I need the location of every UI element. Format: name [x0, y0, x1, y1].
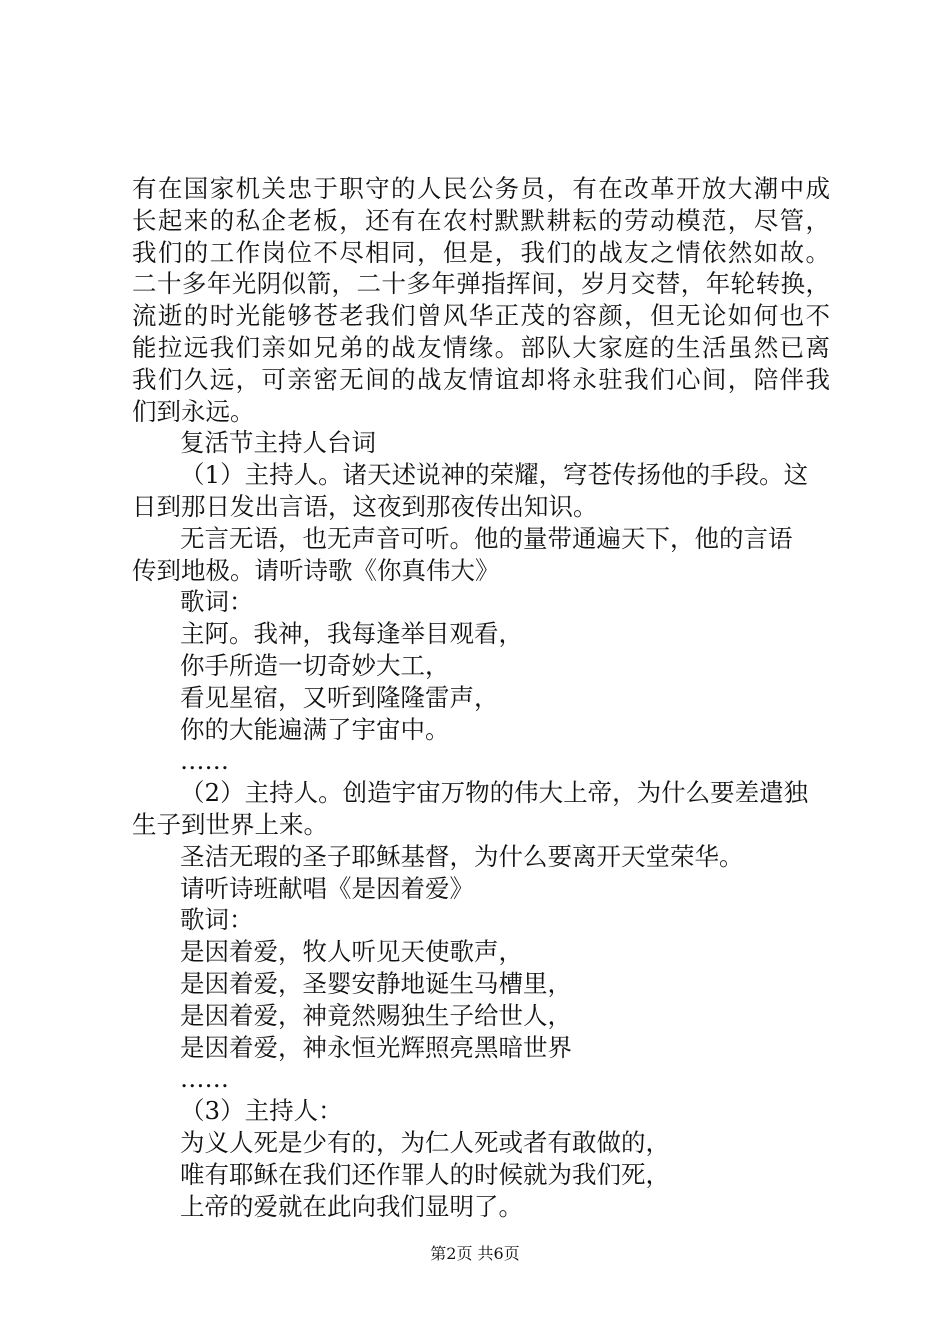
- text-line: 我们久远，可亲密无间的战友情谊却将永驻我们心间，陪伴我: [132, 364, 830, 394]
- lyrics-line: 是因着爱，圣婴安静地诞生马槽里，: [180, 968, 572, 998]
- lyrics-line: 是因着爱，牧人听见天使歌声，: [180, 937, 523, 967]
- text-line: 们到永远。: [132, 396, 255, 426]
- text-line: 我们的工作岗位不尽相同，但是，我们的战友之情依然如故。: [132, 237, 830, 267]
- ellipsis: ……: [180, 746, 229, 776]
- host-3-line: 为义人死是少有的，为仁人死或者有敢做的，: [180, 1127, 670, 1157]
- lyrics-label: 歌词：: [180, 905, 254, 935]
- text-line: 二十多年光阴似箭，二十多年弹指挥间，岁月交替，年轮转换，: [132, 269, 830, 299]
- page-number-footer: 第2页 共6页: [430, 1244, 520, 1263]
- section-title: 复活节主持人台词: [180, 428, 376, 458]
- document-body: [132, 173, 832, 1222]
- host-2b-line: 圣洁无瑕的圣子耶稣基督，为什么要离开天堂荣华。: [180, 841, 744, 871]
- text-line: 有在国家机关忠于职守的人民公务员，有在改革开放大潮中成: [132, 174, 830, 203]
- host-3-heading: （3）主持人：: [180, 1096, 343, 1126]
- host-2-line: （2）主持人。创造宇宙万物的伟大上帝，为什么要差遣独: [180, 778, 809, 808]
- host-1-line: （1）主持人。诸天述说神的荣耀，穹苍传扬他的手段。这: [180, 460, 809, 490]
- lyrics-line: 是因着爱，神永恒光辉照亮黑暗世界: [180, 1032, 572, 1062]
- text-line: 长起来的私企老板，还有在农村默默耕耘的劳动模范，尽管，: [132, 205, 830, 235]
- lyrics-label: 歌词：: [180, 587, 254, 617]
- text-line: 能拉远我们亲如兄弟的战友情缘。部队大家庭的生活虽然已离: [132, 332, 830, 362]
- host-3-line: 上帝的爱就在此向我们显明了。: [180, 1191, 523, 1221]
- text-line: 流逝的时光能够苍老我们曾风华正茂的容颜，但无论如何也不: [132, 301, 830, 331]
- host-1-line: 日到那日发出言语，这夜到那夜传出知识。: [132, 491, 598, 521]
- host-1b-line: 传到地极。请听诗歌《你真伟大》: [132, 555, 500, 585]
- host-3-line: 唯有耶稣在我们还作罪人的时候就为我们死，: [180, 1159, 670, 1189]
- lyrics-line: 主阿。我神，我每逢举目观看，: [180, 619, 523, 649]
- lyrics-line: 看见星宿，又听到隆隆雷声，: [180, 682, 499, 712]
- host-1b-line: 无言无语，也无声音可听。他的量带通遍天下，他的言语: [180, 523, 793, 553]
- ellipsis: ……: [180, 1064, 229, 1094]
- host-2c-line: 请听诗班献唱《是因着爱》: [180, 873, 474, 903]
- lyrics-line: 是因着爱，神竟然赐独生子给世人，: [180, 1000, 572, 1030]
- lyrics-line: 你手所造一切奇妙大工，: [180, 650, 450, 680]
- lyrics-line: 你的大能遍满了宇宙中。: [180, 714, 450, 744]
- host-2-line: 生子到世界上来。: [132, 809, 328, 839]
